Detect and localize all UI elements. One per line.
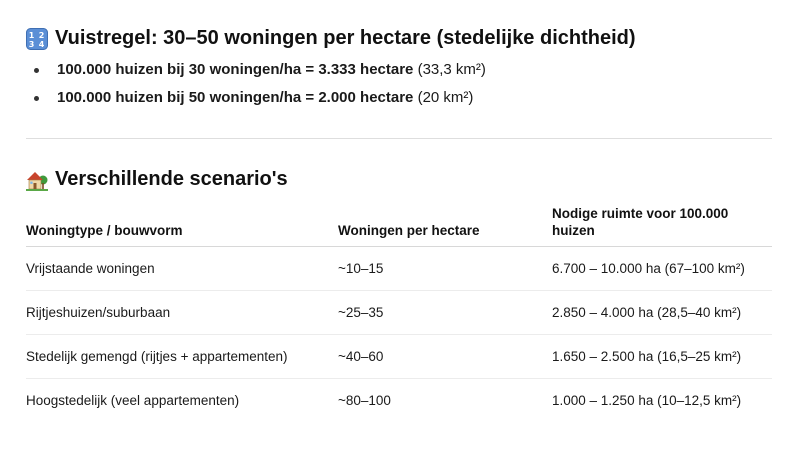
list-item xyxy=(26,60,486,80)
column-header: Woningtype / bouwvorm xyxy=(26,200,338,247)
table-cell: Hoogstedelijk (veel appartementen) xyxy=(26,393,240,408)
bullet-strong-text: 100.000 huizen bij 30 woningen/ha = 3.333 hectare xyxy=(57,61,414,78)
table-cell: ~40–60 xyxy=(338,335,552,379)
table-cell: Rijtjeshuizen/suburbaan xyxy=(26,291,338,335)
section-heading-scenarios xyxy=(26,168,288,191)
input-numbers-icon xyxy=(26,28,48,50)
section-title: Verschillende scenario's xyxy=(55,168,288,190)
scenarios-table xyxy=(26,200,772,422)
svg-text:1: 1 xyxy=(28,30,35,40)
table-cell: 6.700 – 10.000 ha (67–100 km²) xyxy=(552,247,772,291)
table-cell: 1.000 – 1.250 ha (10–12,5 km²) xyxy=(552,393,742,408)
bullet-rest-text: (33,3 km²) xyxy=(413,61,486,78)
svg-text:4: 4 xyxy=(38,39,45,49)
table-row xyxy=(26,379,772,423)
svg-text:2: 2 xyxy=(38,30,45,40)
table-cell: ~80–100 xyxy=(338,393,391,408)
section-title: Vuistregel: 30–50 woningen per hectare (stedelijke dichtheid) xyxy=(55,27,636,49)
bullet-rest-text: (20 km²) xyxy=(413,89,474,106)
table-cell: 2.850 – 4.000 ha (28,5–40 km²) xyxy=(552,291,772,335)
column-header: Nodige ruimte voor 100.000 huizen xyxy=(552,200,772,247)
table-row xyxy=(26,247,772,291)
table-cell: 1.650 – 2.500 ha (16,5–25 km²) xyxy=(552,335,772,379)
bullet-dot-icon xyxy=(34,68,39,73)
bullet-strong-text: 100.000 huizen bij 50 woningen/ha = 2.000 hectare xyxy=(57,89,414,106)
house-with-garden-icon xyxy=(26,169,48,191)
column-header: Woningen per hectare xyxy=(338,200,552,247)
list-item xyxy=(26,88,486,108)
horizontal-divider xyxy=(26,138,772,139)
table-cell: Vrijstaande woningen xyxy=(26,247,338,291)
table-cell: ~25–35 xyxy=(338,291,552,335)
table-row xyxy=(26,335,772,379)
table-row xyxy=(26,291,772,335)
section-heading-rule-of-thumb xyxy=(26,27,636,50)
bullet-dot-icon xyxy=(34,96,39,101)
table-header-row xyxy=(26,200,772,247)
svg-text:3: 3 xyxy=(28,39,35,49)
table-cell: ~10–15 xyxy=(338,247,552,291)
table-cell: Stedelijk gemengd (rijtjes + appartementen) xyxy=(26,335,338,379)
bullet-list xyxy=(26,60,486,116)
